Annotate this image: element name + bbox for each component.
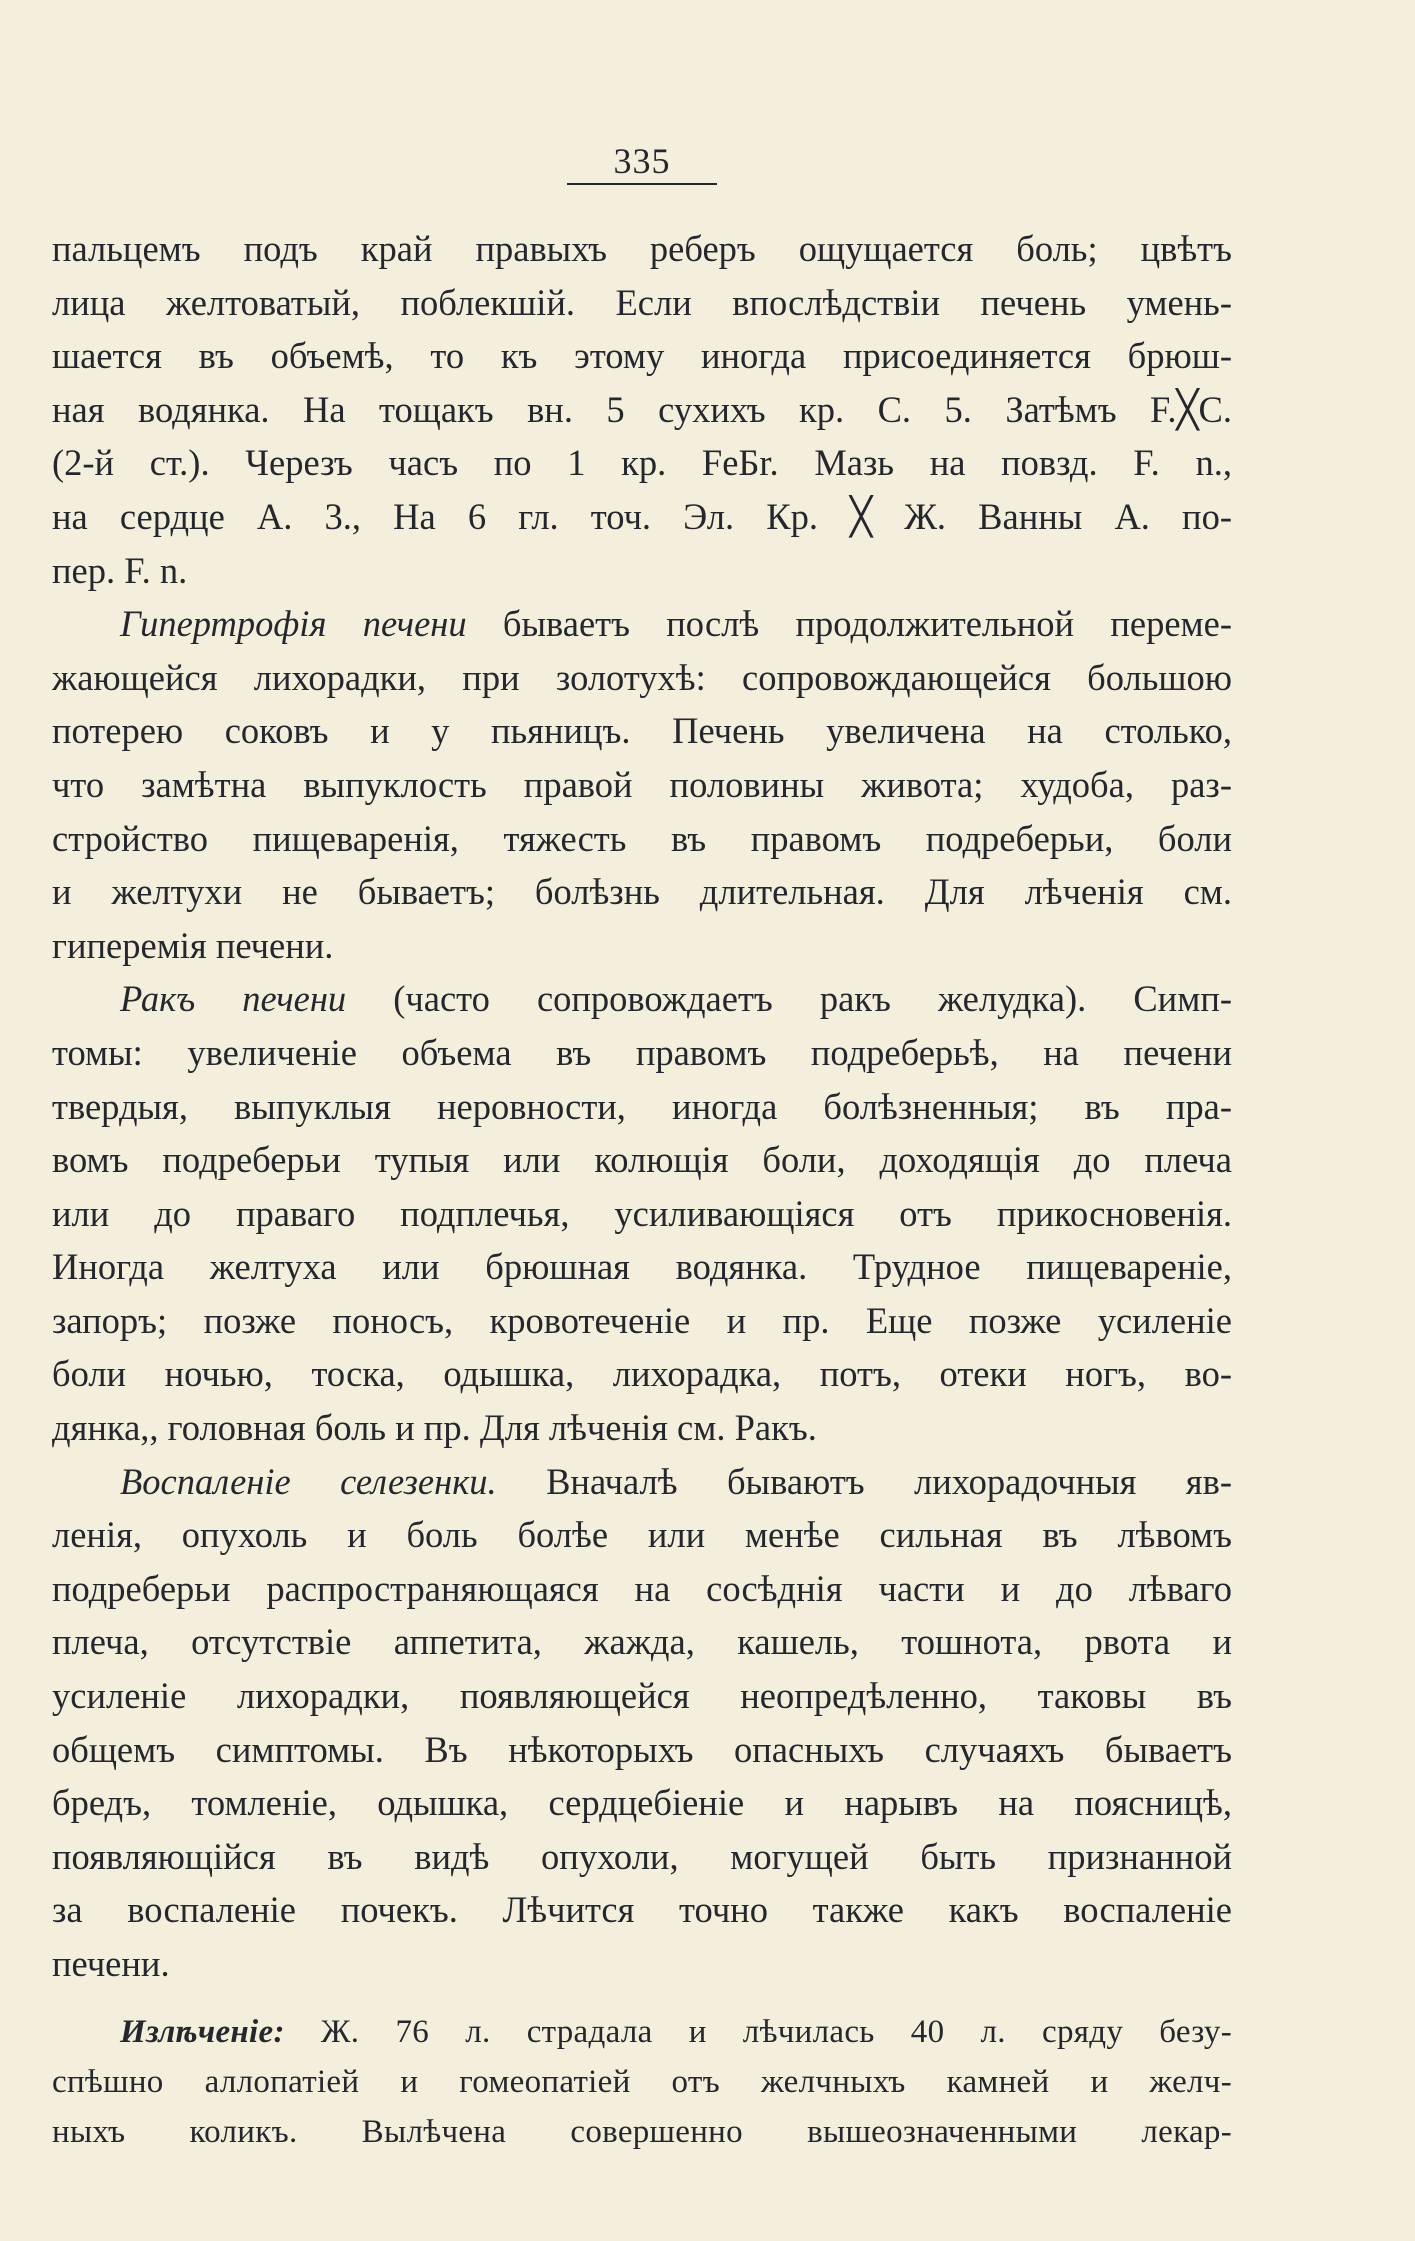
note-spacer	[52, 1991, 1232, 2007]
text-line: дянка,, головная боль и пр. Для лѣченія см. Ракъ.	[52, 1407, 817, 1449]
section-title-spleen: Воспаленіе селезенки.	[120, 1460, 497, 1502]
text-line: томы: увеличеніе объема въ правомъ подреберьѣ, на печени	[52, 1031, 1232, 1073]
text-line: бредъ, томленіе, одышка, сердцебіеніе и нарывъ на поясницѣ,	[52, 1782, 1232, 1824]
text-line: боли ночью, тоска, одышка, лихорадка, потъ, отеки ногъ, во-	[52, 1353, 1232, 1395]
text-line: вомъ подреберьи тупыя или колющія боли, доходящія до плеча	[52, 1139, 1232, 1181]
text-line: Иногда желтуха или брюшная водянка. Трудное пищевареніе,	[52, 1246, 1232, 1288]
text-line	[52, 2007, 1232, 2057]
text-line: пальцемъ подъ край правыхъ реберъ ощущается боль; цвѣтъ	[52, 228, 1232, 269]
text-line: и желтухи не бываетъ; болѣзнь длительная. Для лѣченія см.	[52, 871, 1232, 913]
note-title: Излѣченіе:	[120, 2013, 285, 2050]
note-cure-case	[52, 2007, 1232, 2157]
text-line: шается въ объемѣ, то къ этому иногда присоединяется брюш-	[52, 335, 1232, 377]
text-line: ныхъ коликъ. Вылѣчена совершенно вышеозначенными лекар-	[52, 2113, 1232, 2150]
page-number-rule	[567, 183, 717, 185]
section-title-hypertrophy: Гипертрофія печени	[120, 603, 467, 645]
paragraph-liver-hypertrophy	[52, 597, 1232, 972]
paragraph-liver-cancer	[52, 972, 1232, 1454]
text-line-rest: бываетъ послѣ продолжительной переме-	[502, 603, 1232, 645]
text-line: общемъ симптомы. Въ нѣкоторыхъ опасныхъ случаяхъ бываетъ	[52, 1728, 1232, 1770]
text-line: (2-й ст.). Черезъ часъ по 1 кр. FeБr. Мазь на повзд. F. n.,	[52, 442, 1232, 484]
text-line: что замѣтна выпуклость правой половины живота; худоба, раз-	[52, 763, 1232, 805]
text-line: появляющійся въ видѣ опухоли, могущей быть признанной	[52, 1835, 1232, 1877]
text-line: пер. F. n.	[52, 549, 188, 591]
book-page	[52, 0, 1232, 2241]
text-line	[52, 972, 1232, 1026]
text-line: лица желтоватый, поблекшій. Если впослѣдствіи печень умень-	[52, 281, 1232, 323]
paragraph-spleen-inflammation	[52, 1455, 1232, 1991]
text-line: подреберьи распространяющаяся на сосѣднія части и до лѣваго	[52, 1567, 1232, 1609]
text-line-rest: Вначалѣ бываютъ лихорадочныя яв-	[546, 1460, 1232, 1502]
text-line: гиперемія печени.	[52, 924, 334, 966]
text-line	[52, 597, 1232, 651]
text-line: ленія, опухоль и боль болѣе или менѣе сильная въ лѣвомъ	[52, 1514, 1232, 1556]
text-line: твердыя, выпуклыя неровности, иногда болѣзненныя; въ пра-	[52, 1085, 1232, 1127]
paragraph-liver-continuation	[52, 222, 1232, 597]
text-line-rest: (часто сопровождаетъ ракъ желудка). Симп-	[393, 978, 1232, 1020]
text-line: на сердце А. 3., На 6 гл. точ. Эл. Кр. ╳ Ж. Ванны А. по-	[52, 495, 1232, 537]
text-line: за воспаленіе почекъ. Лѣчится точно также какъ воспаленіе	[52, 1889, 1232, 1931]
text-line: плеча, отсутствіе аппетита, жажда, кашель, тошнота, рвота и	[52, 1621, 1232, 1663]
text-line: печени.	[52, 1943, 170, 1984]
text-line: или до праваго подплечья, усиливающіяся отъ прикосновенія.	[52, 1192, 1232, 1234]
text-line	[52, 1455, 1232, 1509]
page-number: 335	[613, 141, 671, 181]
text-line: потерею соковъ и у пьяницъ. Печень увеличена на столько,	[52, 710, 1232, 752]
text-line: усиленіе лихорадки, появляющейся неопредѣленно, таковы въ	[52, 1675, 1232, 1717]
section-title-cancer: Ракъ печени	[120, 978, 347, 1020]
text-line: стройство пищеваренія, тяжесть въ правомъ подреберьи, боли	[52, 817, 1232, 859]
body-text	[52, 222, 1232, 2157]
text-line-rest: Ж. 76 л. страдала и лѣчилась 40 л. сряду безу-	[320, 2013, 1232, 2050]
text-line: спѣшно аллопатіей и гомеопатіей отъ желчныхъ камней и желч-	[52, 2063, 1232, 2100]
text-line: запоръ; позже поносъ, кровотеченіе и пр. Еще позже усиленіе	[52, 1299, 1232, 1341]
text-line: жающейся лихорадки, при золотухѣ: сопровождающейся большою	[52, 656, 1232, 698]
text-line: ная водянка. На тощакъ вн. 5 сухихъ кр. С. 5. Затѣмъ F.╳С.	[52, 388, 1232, 430]
